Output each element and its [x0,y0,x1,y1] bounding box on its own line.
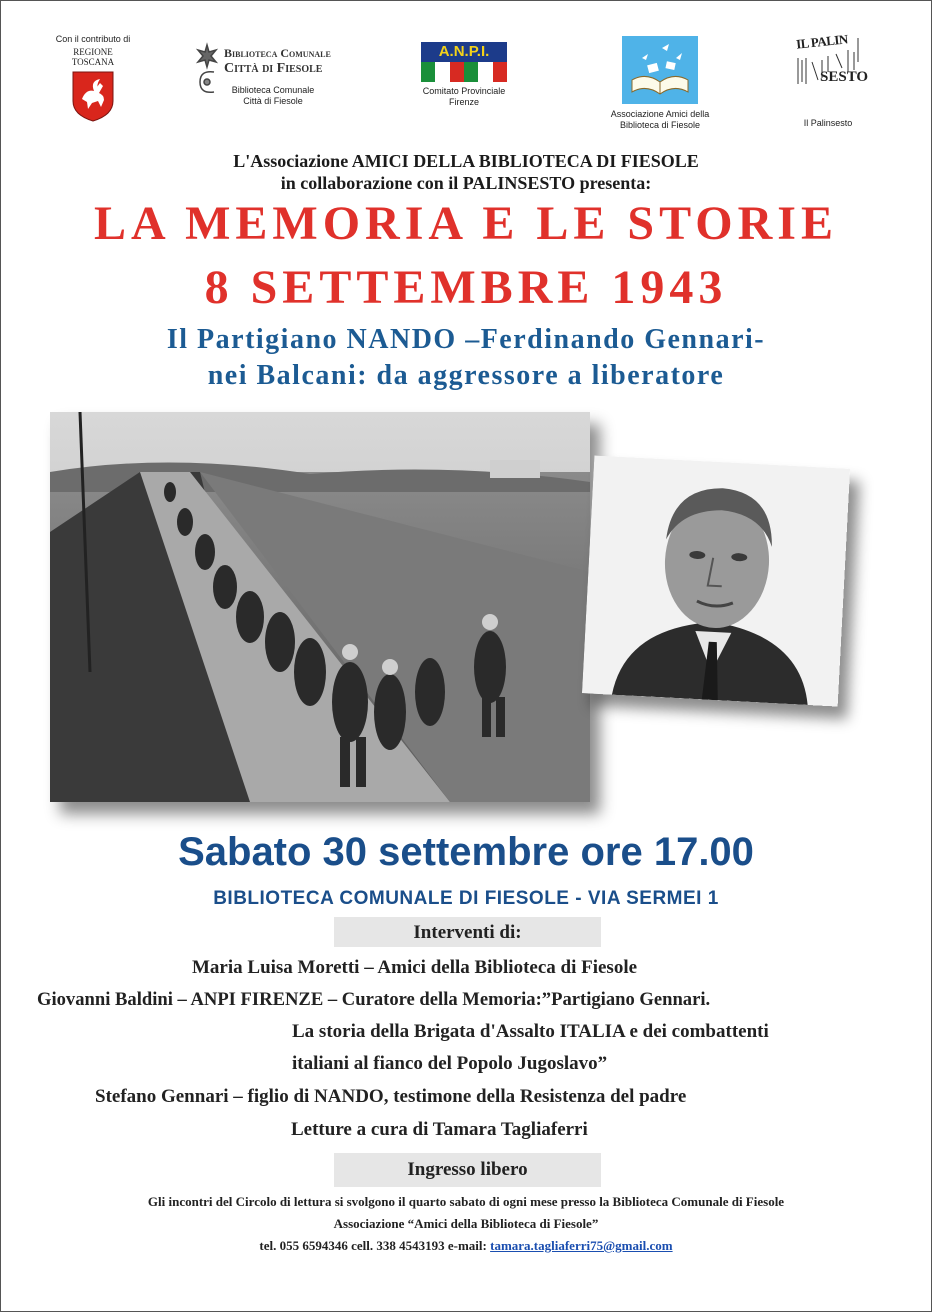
associazione-caption-line2: Biblioteca di Fiesole [619,120,701,130]
anpi-caption-line1: Comitato Provinciale [422,86,506,96]
speaker-2-line3: italiani al fianco del Popolo Jugoslavo” [292,1053,608,1074]
pegasus-shield-icon [70,69,116,123]
speaker-3: Stefano Gennari – figlio di NANDO, testimone della Resistenza del padre [95,1086,687,1107]
partisans-marching-photo [50,412,590,802]
open-book-birds-icon [622,36,698,104]
anpi-badge [421,42,507,82]
ingresso-libero-badge: Ingresso libero [334,1153,601,1187]
palinsesto-caption: Il Palinsesto [803,118,853,128]
biblioteca-caption-line2: Città di Fiesole [243,96,303,106]
speaker-2-line1: Giovanni Baldini – ANPI FIRENZE – Curatore della Memoria:”Partigiano Gennari. [37,989,711,1010]
presenter-block [0,150,932,194]
footer-contact-text: tel. 055 6594346 cell. 338 4543193 e-mail: [259,1238,491,1253]
event-date: Sabato 30 settembre ore 17.00 [178,830,754,874]
footer-line2: Associazione “Amici della Biblioteca di Fiesole” [333,1216,599,1231]
speaker-1: Maria Luisa Moretti – Amici della Biblioteca di Fiesole [192,957,638,978]
event-title [0,196,932,316]
biblioteca-title-line2: Città di Fiesole [224,61,323,76]
presenter-line2: in collaborazione con il PALINSESTO presenta: [280,173,652,193]
portrait-image [582,455,850,706]
nando-portrait-photo [582,455,850,706]
anpi-caption-line2: Firenze [448,97,479,107]
palinsesto-scribble-icon [792,32,864,98]
interventi-heading: Interventi di: [334,917,601,947]
event-subtitle [0,322,932,394]
palinsesto-logo-line2: SESTO [820,69,869,85]
event-venue: BIBLIOTECA COMUNALE DI FIESOLE - VIA SERMEI 1 [213,888,719,909]
title-line1: LA MEMORIA E LE STORIE [94,197,838,250]
regione-toscana-logo [40,34,146,126]
anpi-name: A.N.P.I. [438,43,490,60]
anpi-logo [412,42,516,108]
palinsesto-logo [780,32,876,129]
subtitle-line1: Il Partigiano NANDO –Ferdinando Gennari- [166,324,766,355]
associazione-caption-line1: Associazione Amici della [610,109,710,119]
speaker-2-line2: La storia della Brigata d'Assalto ITALIA e dei combattenti [292,1021,769,1042]
subtitle-line2: nei Balcani: da aggressore a liberatore [207,360,725,391]
email-link[interactable]: tamara.tagliaferri75@gmail.com [490,1238,673,1253]
associazione-logo [595,36,725,131]
biblioteca-caption-line1: Biblioteca Comunale [231,85,315,95]
palinsesto-mark [792,31,869,98]
regione-name [40,47,146,67]
biblioteca-title-line1: Biblioteca Comunale [224,46,331,60]
palinsesto-logo-line1: IL PALIN [795,31,849,52]
title-line2: 8 SETTEMBRE 1943 [204,261,728,314]
footer-info [0,1191,932,1257]
regione-caption: Con il contributo di [55,34,131,44]
fiesole-emblem-icon [192,42,222,96]
footer-contact [0,1235,932,1257]
footer-line1: Gli incontri del Circolo di lettura si svolgono il quarto sabato di ogni mese presso la Biblioteca Comunale di Fiesole [147,1194,785,1209]
presenter-line1: L'Associazione AMICI DELLA BIBLIOTECA DI FIESOLE [233,151,699,171]
partisans-marching-image [50,412,590,802]
regione-name-line2: TOSCANA [71,57,115,67]
regione-name-line1: REGIONE [73,47,113,57]
letture: Letture a cura di Tamara Tagliaferri [291,1119,588,1140]
